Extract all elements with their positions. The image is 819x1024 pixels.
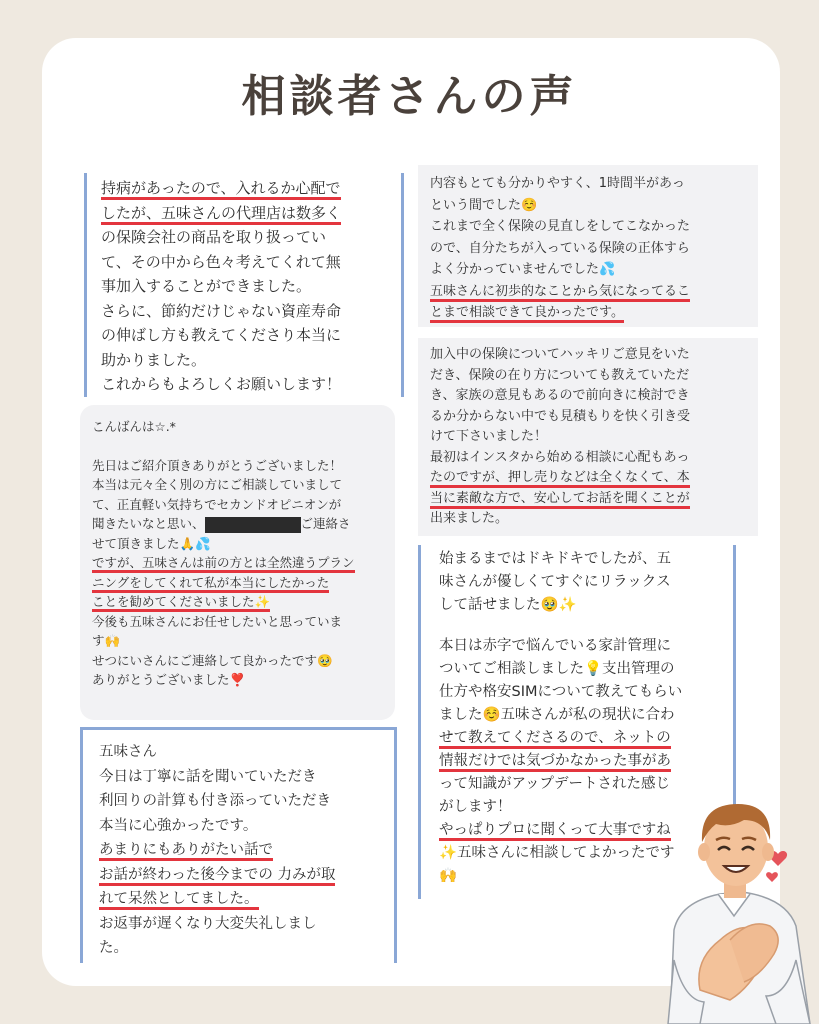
review-line: 今後も五味さんにお任せしたいと思っていま [92, 613, 343, 629]
review-card-2 [80, 405, 395, 720]
review-line: 味さんが優しくてすぐにリラックス [439, 574, 671, 590]
review-line: の伸ばし方も教えてくださり本当に [101, 326, 342, 344]
review-line: したが、五味さんの代理店は数多く [101, 201, 401, 226]
review-line: 🙌 [439, 868, 458, 884]
review-line: の保険会社の商品を取り扱ってい [101, 228, 327, 246]
review-line: ついてご相談しました💡支出管理の [439, 661, 675, 677]
review-line: という間でした☺️ [430, 197, 538, 213]
review-line: 五味さんに初歩的なことから気になってるこ [430, 281, 758, 303]
review-line: 持病があったので、入れるか心配で [101, 176, 401, 201]
review-line: こんばんは☆.* [92, 419, 176, 434]
page-title: 相談者さんの声 [241, 71, 578, 122]
review-line: やっぱりプロに聞くって大事ですね [439, 819, 733, 842]
redacted-name [205, 517, 301, 533]
review-line: 当に素敵な方で、安心してお話を聞くことが [430, 489, 758, 510]
review-line: だき、保険の在り方についても教えていただ [430, 367, 690, 383]
review-line: お返事が遅くなり大変失礼しまし [99, 915, 317, 932]
review-line: 助かりました。 [101, 350, 207, 369]
review-line: けて下さいました！ [430, 429, 548, 444]
review-card-1 [84, 173, 404, 397]
review-line: って知識がアップデートされた感じ [439, 776, 670, 792]
review-line: るか分からない中でも見積もりを快く引き受 [430, 408, 691, 424]
review-line: これからもよろしくお願いします！ [101, 375, 342, 393]
review-line: せて教えてくださるので、ネットの [439, 727, 733, 750]
review-line [92, 437, 395, 456]
review-line: ですが、五味さんは前の方とは全然違うプラン [92, 553, 395, 573]
review-line: たのですが、押し売りなどは全くなくて、本 [430, 468, 758, 489]
review-line: 仕方や格安SIMについて教えてもらい [439, 684, 683, 700]
review-line: ので、自分たちが入っている保険の正体すら [430, 240, 690, 256]
review-line: ました☺️五味さんが私の現状に合わ [439, 707, 675, 723]
review-card-5 [418, 338, 758, 536]
review-line: 聞きたいなと思い、 ご連絡さ [92, 516, 351, 531]
review-line: さらに、節約だけじゃない資産寿命 [101, 301, 342, 320]
review-line: 五味さん [99, 744, 157, 760]
review-line: ありがとうございました❣️ [92, 672, 246, 687]
review-line: 出来ました。 [430, 511, 509, 526]
review-line: 今日は丁寧に話を聞いていただき [99, 768, 317, 785]
review-line: あまりにもありがたい話で [99, 838, 394, 863]
review-line: せつにいさんにご連絡して良かったです🥹 [92, 652, 333, 668]
review-line: ✨五味さんに相談してよかったです [439, 845, 675, 861]
review-line: 情報だけでは気づかなかった事があ [439, 750, 733, 773]
person-illustration [660, 790, 819, 1024]
review-line: ことを勧めてくださいました✨ [92, 592, 395, 612]
review-line: 先日はご紹介頂きありがとうございました！ [92, 457, 343, 473]
review-line [439, 617, 733, 635]
review-line: 最初はインスタから始める相談に心配もあっ [430, 449, 690, 465]
review-line: して話せました🥹✨ [439, 597, 577, 613]
review-line: 利回りの計算も付き添っていただき [99, 793, 331, 809]
review-line: とまで相談できて良かったです。 [430, 302, 758, 324]
review-line: お話が終わった後今までの 力みが取 [99, 863, 394, 888]
review-line: 事加入することができました。 [101, 277, 312, 295]
review-card-3 [80, 727, 397, 963]
review-line: 内容もとても分かりやすく、1時間半があっ [430, 176, 685, 191]
review-line: れて呆然としてました。 [99, 887, 394, 912]
review-line: 本当は元々全く別の方にご相談していまして [92, 477, 343, 492]
review-line: よく分かっていませんでした💦 [430, 262, 616, 277]
review-line: 本日は赤字で悩んでいる家計管理に [439, 638, 671, 654]
review-line: て、その中から色々考えてくれて無 [101, 252, 341, 271]
review-line: ニングをしてくれて私が本当にしたかった [92, 573, 395, 593]
review-line: す🙌 [92, 633, 121, 648]
review-line: 始まるまではドキドキでしたが、五 [439, 551, 671, 567]
review-line: 加入中の保険についてハッキリご意見をいた [430, 347, 690, 362]
review-line: て、正直軽い気持ちでセカンドオピニオンが [92, 496, 342, 512]
review-line: がします！ [439, 799, 512, 815]
review-line: 本当に心強かったです。 [99, 817, 258, 834]
review-line: これまで全く保険の見直しをしてこなかった [430, 219, 691, 234]
review-line: き、家族の意見もあるので前向きに検討でき [430, 388, 690, 403]
review-line: せて頂きました🙏💦 [92, 535, 211, 551]
review-card-4 [418, 165, 758, 327]
review-line: た。 [99, 940, 128, 956]
